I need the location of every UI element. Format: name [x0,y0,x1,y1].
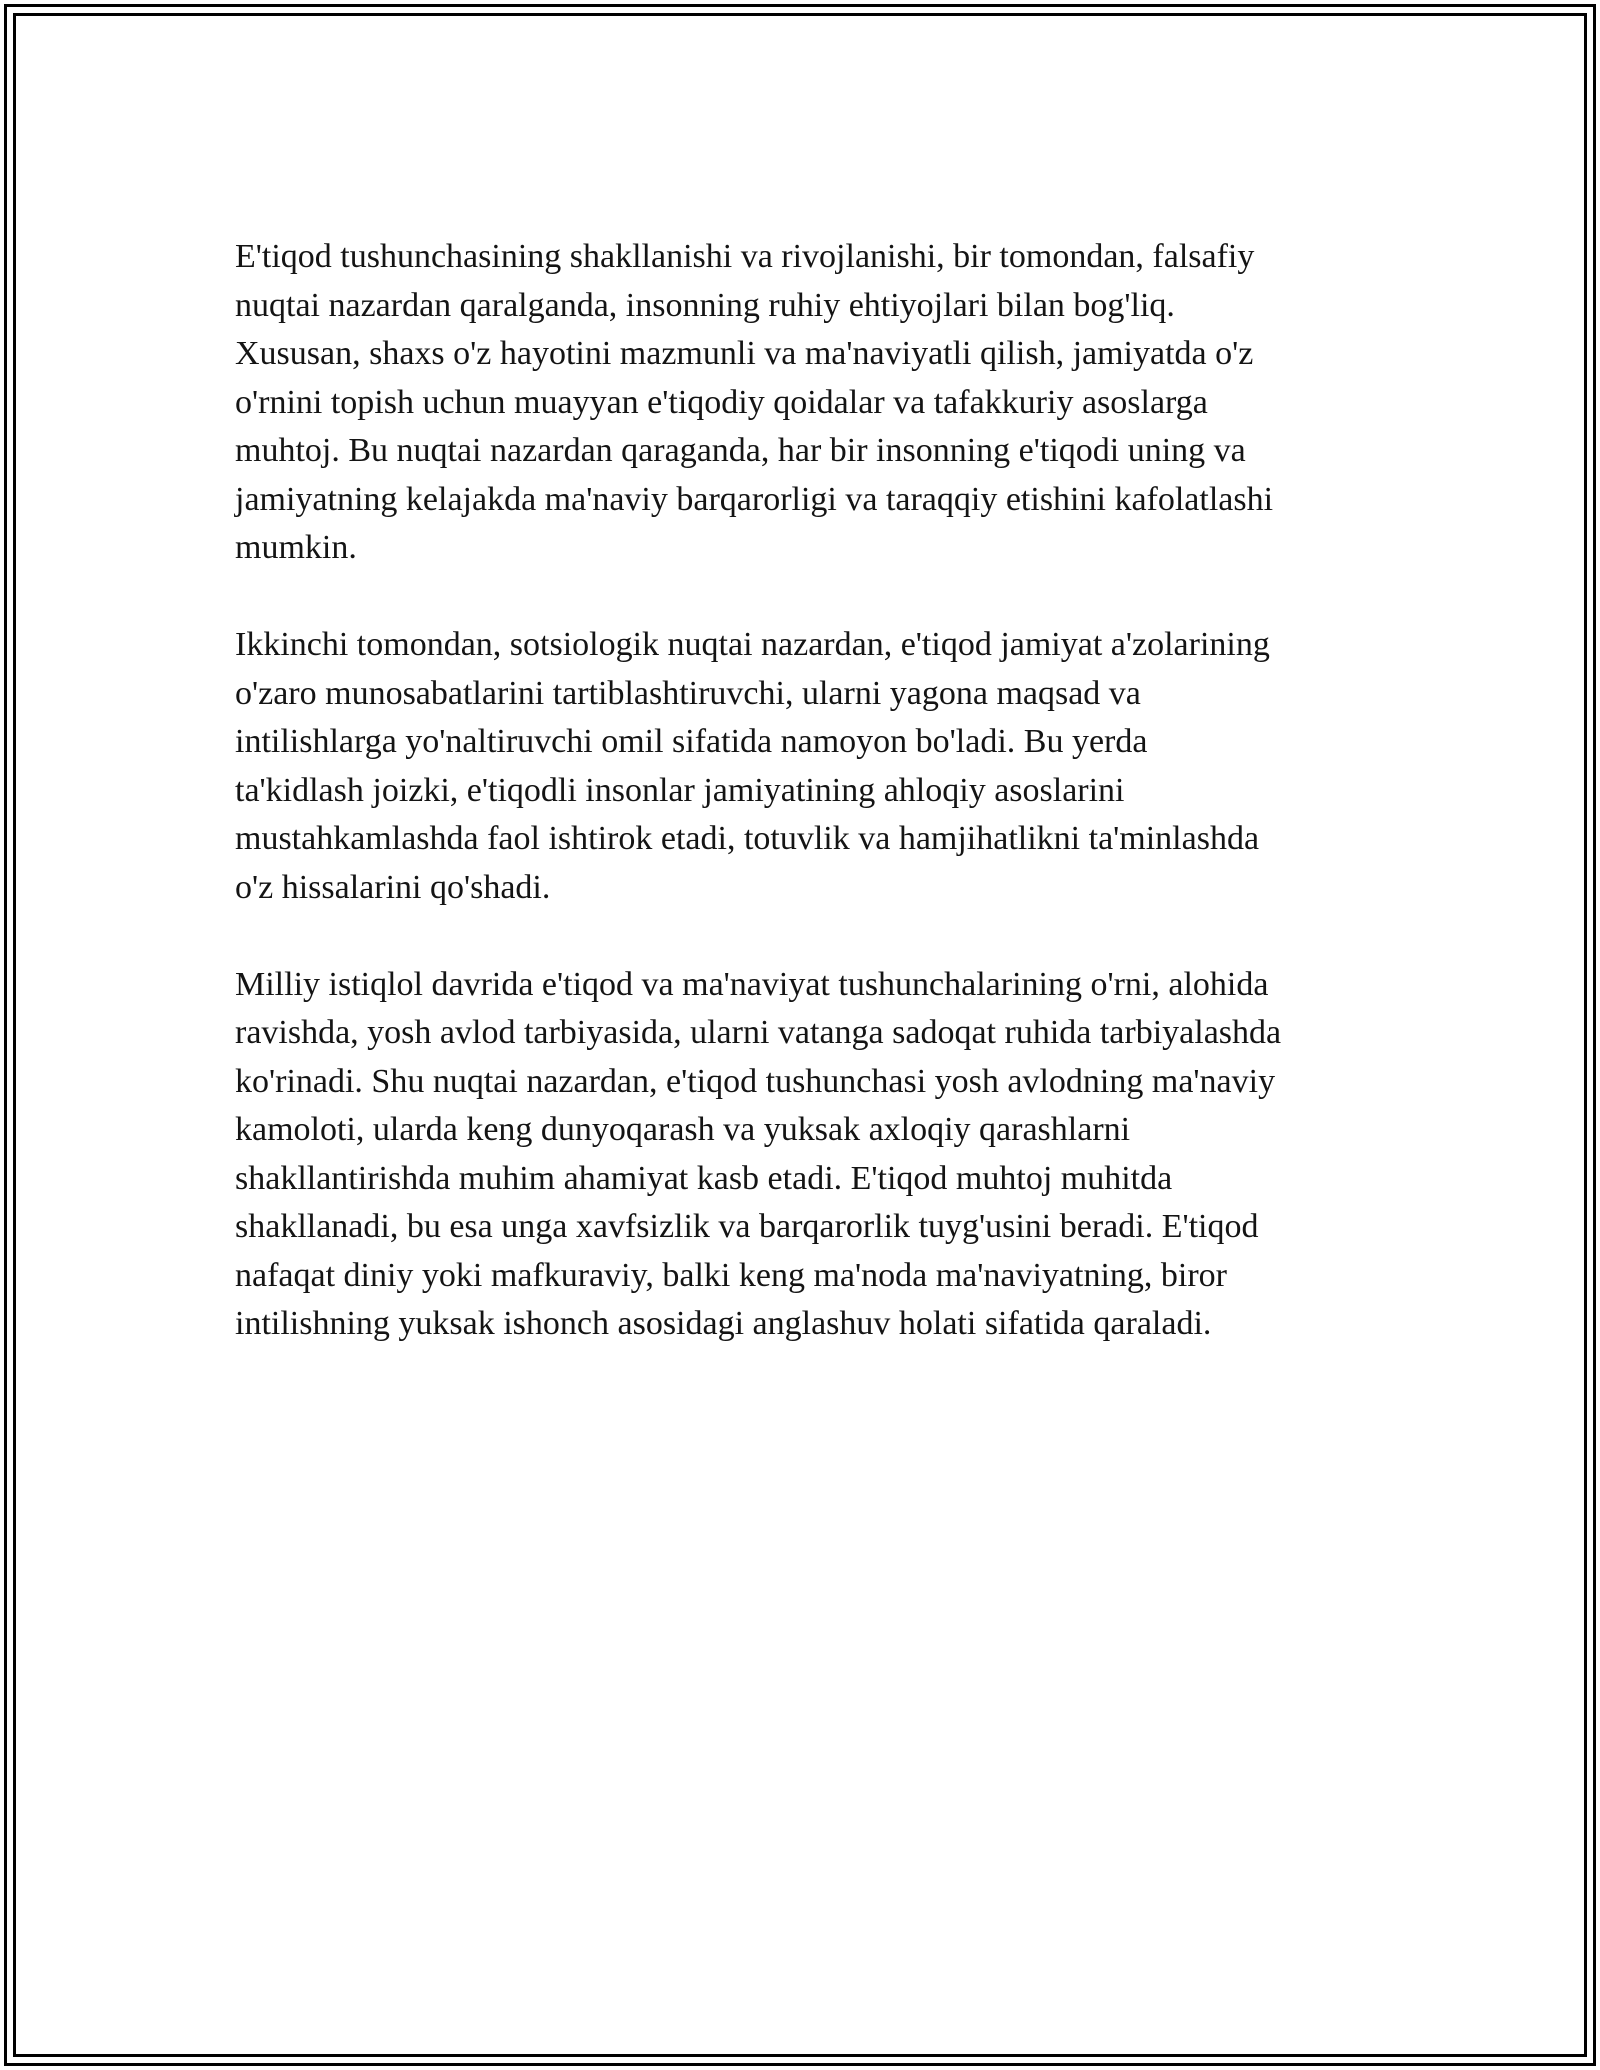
document-body [235,233,1375,1397]
paragraph-2: Ikkinchi tomondan, sotsiologik nuqtai nazardan, e'tiqod jamiyat a'zolarining o'zaro munosabatlarini tartiblashtiruvchi, ularni yagona maqsad va intilishlarga yo'naltiruvchi omil sifatida namoyon bo'ladi. Bu yerda ta'kidlash joizki, e'tiqodli insonlar jamiyatining ahloqiy asoslarini mustahkamlashda faol ishtirok etadi, totuvlik va hamjihatlikni ta'minlashda o'z hissalarini qo'shadi. [235,626,1270,906]
paragraph-3: Milliy istiqlol davrida e'tiqod va ma'naviyat tushunchalarining o'rni, alohida ravishda, yosh avlod tarbiyasida, ularni vatanga sadoqat ruhida tarbiyalashda ko'rinadi. Shu nuqtai nazardan, e'tiqod tushunchasi yosh avlodning ma'naviy kamoloti, ularda keng dunyoqarash va yuksak axloqiy qarashlarni shakllantirishda muhim ahamiyat kasb etadi. E'tiqod muhtoj muhitda shakllanadi, bu esa unga xavfsizlik va barqarorlik tuyg'usini beradi. E'tiqod nafaqat diniy yoki mafkuraviy, balki keng ma'noda ma'naviyatning, biror intilishning yuksak ishonch asosidagi anglashuv holati sifatida qaraladi. [235,965,1282,1342]
paragraph-1: E'tiqod tushunchasining shakllanishi va rivojlanishi, bir tomondan, falsafiy nuqtai nazardan qaralganda, insonning ruhiy ehtiyojlari bilan bog'liq. Xususan, shaxs o'z hayotini mazmunli va ma'naviyatli qilish, jamiyatda o'z o'rnini topish uchun muayyan e'tiqodiy qoidalar va tafakkuriy asoslarga muhtoj. Bu nuqtai nazardan qaraganda, har bir insonning e'tiqodi uning va jamiyatning kelajakda ma'naviy barqarorligi va taraqqiy etishini kafolatlashi mumkin. [235,238,1274,566]
